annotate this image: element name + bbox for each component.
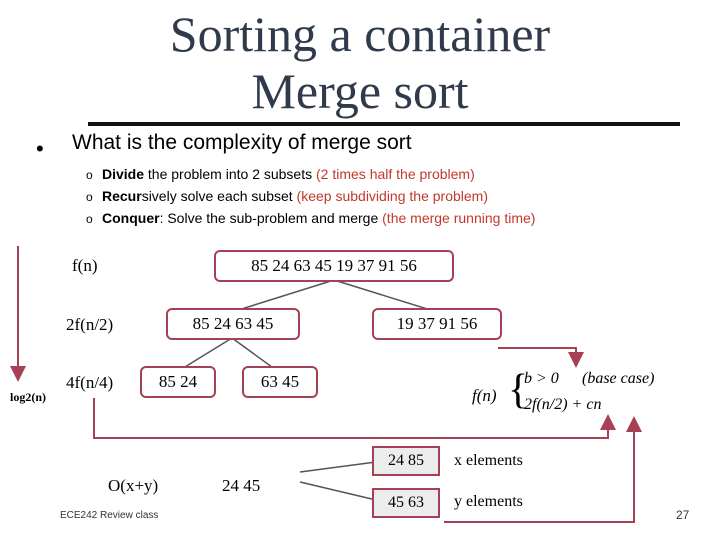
sub-bold: Conquer	[102, 210, 160, 226]
bullet-dot: •	[36, 136, 44, 161]
sub-bold: Divide	[102, 166, 145, 182]
sub-marker: o	[86, 212, 93, 226]
merge-set-y: 45 63	[372, 488, 440, 518]
sub-bold: Recur	[102, 188, 142, 204]
recurrence-base-note: (base case)	[582, 370, 655, 387]
sub-marker: o	[86, 168, 93, 182]
sub-note: (keep subdividing the problem)	[296, 188, 488, 204]
base-case-arrow	[498, 348, 576, 364]
recurrence-case-1: b > 0	[524, 370, 559, 387]
array-root: 85 24 63 45 19 37 91 56	[214, 250, 454, 282]
level-label-2fn2: 2f(n/2)	[66, 315, 114, 334]
sub-rest: sively solve each subset	[141, 188, 297, 204]
level-label-4fn4: 4f(n/4)	[66, 373, 114, 392]
merge-complexity: O(x+y)	[108, 476, 159, 495]
bullet-text: What is the complexity of merge sort	[72, 131, 412, 154]
array-left-quarter: 85 24	[140, 366, 216, 398]
recurrence-fn: f(n)	[472, 386, 497, 405]
page-number: 27	[676, 508, 690, 522]
title-line-2: Merge sort	[251, 63, 469, 119]
title-line-1: Sorting a container	[169, 6, 551, 62]
merge-result: 24 45	[222, 476, 261, 495]
array-right-half: 19 37 91 56	[372, 308, 502, 340]
y-elements-label: y elements	[454, 493, 523, 510]
footer-text: ECE242 Review class	[60, 510, 159, 521]
sub-note: (the merge running time)	[382, 210, 536, 226]
merge-line	[300, 462, 376, 472]
recurrence-case-2: 2f(n/2) + cn	[524, 396, 602, 413]
array-second-quarter: 63 45	[242, 366, 318, 398]
sub-note: (2 times half the problem)	[316, 166, 475, 182]
recurrence-formula	[460, 366, 674, 422]
sub-rest: the problem into 2 subsets	[144, 166, 317, 182]
sub-rest: : Solve the sub-problem and merge	[159, 210, 383, 226]
brace: {	[508, 367, 529, 413]
merge-line	[300, 482, 376, 500]
array-left-half: 85 24 63 45	[166, 308, 300, 340]
merge-set-x: 24 85	[372, 446, 440, 476]
x-elements-label: x elements	[454, 452, 523, 469]
sub-marker: o	[86, 190, 93, 204]
depth-label: log2(n)	[10, 390, 46, 404]
level-label-fn: f(n)	[72, 256, 98, 275]
